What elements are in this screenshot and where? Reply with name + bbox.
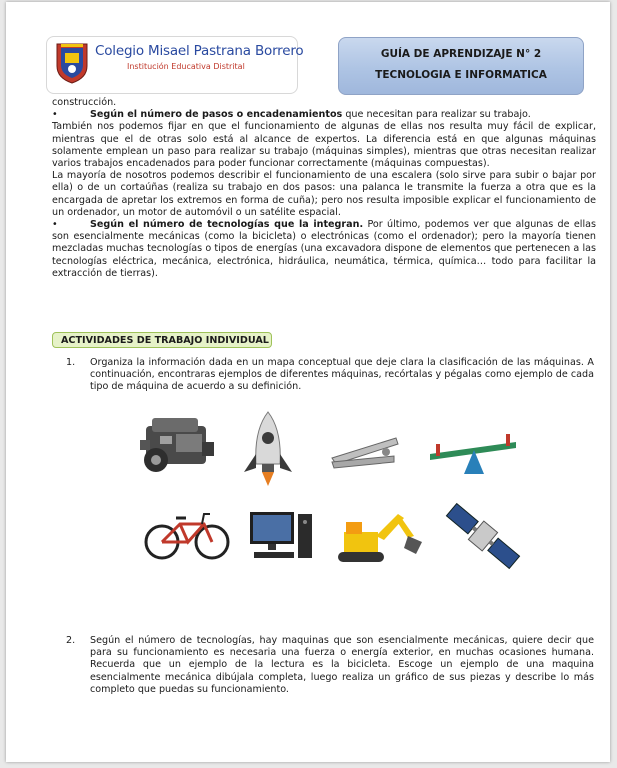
bicycle-icon: [142, 506, 232, 562]
bullet-steps: [52, 109, 596, 121]
computer-icon: [248, 510, 314, 562]
guide-subject: TECNOLOGIA E INFORMATICA: [375, 69, 547, 81]
body-text: [52, 97, 596, 280]
item-2-text: Según el número de tecnologías, hay maquinas que son esencialmente mecánicas, quiere decir que para su funcionamiento es necesaria una fuerza o energía exterior, en muchas ocasiones humana. Recuerda que un ejemplo de la lectura es la bicicleta. Escoge un ejemplo de una maquina esencialmente mecánica dibújala completa, luego realiza un gráfico de sus piezas y describe lo más completo que puedas su funcionamiento.: [90, 635, 594, 695]
item-number: 2.: [66, 635, 76, 646]
activity-item-2: [66, 635, 594, 696]
bullet-technologies-text: Por último, podemos ver que algunas de ellas son esencialmente mecánicas (como la bicicleta) o electrónicas (como el ordenador); pero la mayoría tienen mezcladas muchas tecnologías o tipos de energías (una excavadora dispone de elementos que pertenecen a las tecnologías eléctrica, mecánica, electrónica, hidráulica, neumática, térmica, química… todo para facilitar la extracción de tierras).: [52, 219, 596, 279]
satellite-icon: [440, 494, 526, 578]
bullet-steps-title: Según el número de pasos o encadenamientos: [90, 109, 343, 121]
bullet-symbol: •: [52, 219, 58, 231]
bullet-steps-text: que necesitan para realizar su trabajo.: [342, 109, 531, 121]
bullet-technologies-title: Según el número de tecnologías que la integran.: [90, 219, 364, 231]
school-name: Colegio Misael Pastrana Borrero: [95, 43, 304, 59]
nail-clipper-icon: [326, 428, 404, 472]
paragraph-simple-compound: También nos podemos fijar en que el funcionamiento de algunas de ellas nos resulta muy fácil de explicar, mientras que el de otras solo está al alcance de expertos. La diferencia está en que algunas máquinas solamente emplean un paso para realizar su trabajo (máquinas simples), mientras que otras necesitan realizar varios trabajos encadenados para poder funcionar correctamente (máquinas compuestas).: [52, 121, 596, 170]
page-header: [46, 36, 586, 96]
school-subtitle: Institución Educativa Distrital: [127, 62, 245, 71]
engine-icon: [136, 412, 218, 478]
text-line-construction: construcción.: [52, 97, 117, 108]
machine-images: [136, 410, 536, 590]
guide-title: GUÍA DE APRENDIZAJE N° 2: [380, 48, 542, 60]
school-shield-icon: [55, 42, 89, 84]
item-number: 1.: [66, 357, 76, 368]
item-1-text: Organiza la información dada en un mapa conceptual que deje clara la clasificación de las máquinas. A continuación, encontraras ejemplos de diferentes máquinas, recórtalas y pégalas como ejemplo de cada tipo de máquina de acuerdo a su definición.: [90, 357, 594, 393]
paragraph-examples: La mayoría de nosotros podemos describir el funcionamiento de una escalera (solo sirve para subir o bajar por ella) o de un cortaúñas (realiza su trabajo en dos pasos: una palanca le transmite la fuerza a otra que es la encargada de apretar los extremos en forma de cuña); pero nos resulta imposible explicar el funcionamiento de un ordenador, un motor de automóvil o un satélite espacial.: [52, 170, 596, 218]
school-logo-box: [46, 36, 304, 94]
excavator-icon: [332, 508, 424, 566]
activity-item-1: [66, 357, 594, 394]
bullet-technologies: [52, 219, 596, 280]
guide-title-box: [338, 37, 584, 95]
activities-heading: ACTIVIDADES DE TRABAJO INDIVIDUAL: [52, 332, 272, 348]
bullet-symbol: •: [52, 109, 58, 121]
document-page: [6, 2, 610, 762]
seesaw-icon: [426, 432, 520, 476]
rocket-icon: [238, 410, 298, 488]
